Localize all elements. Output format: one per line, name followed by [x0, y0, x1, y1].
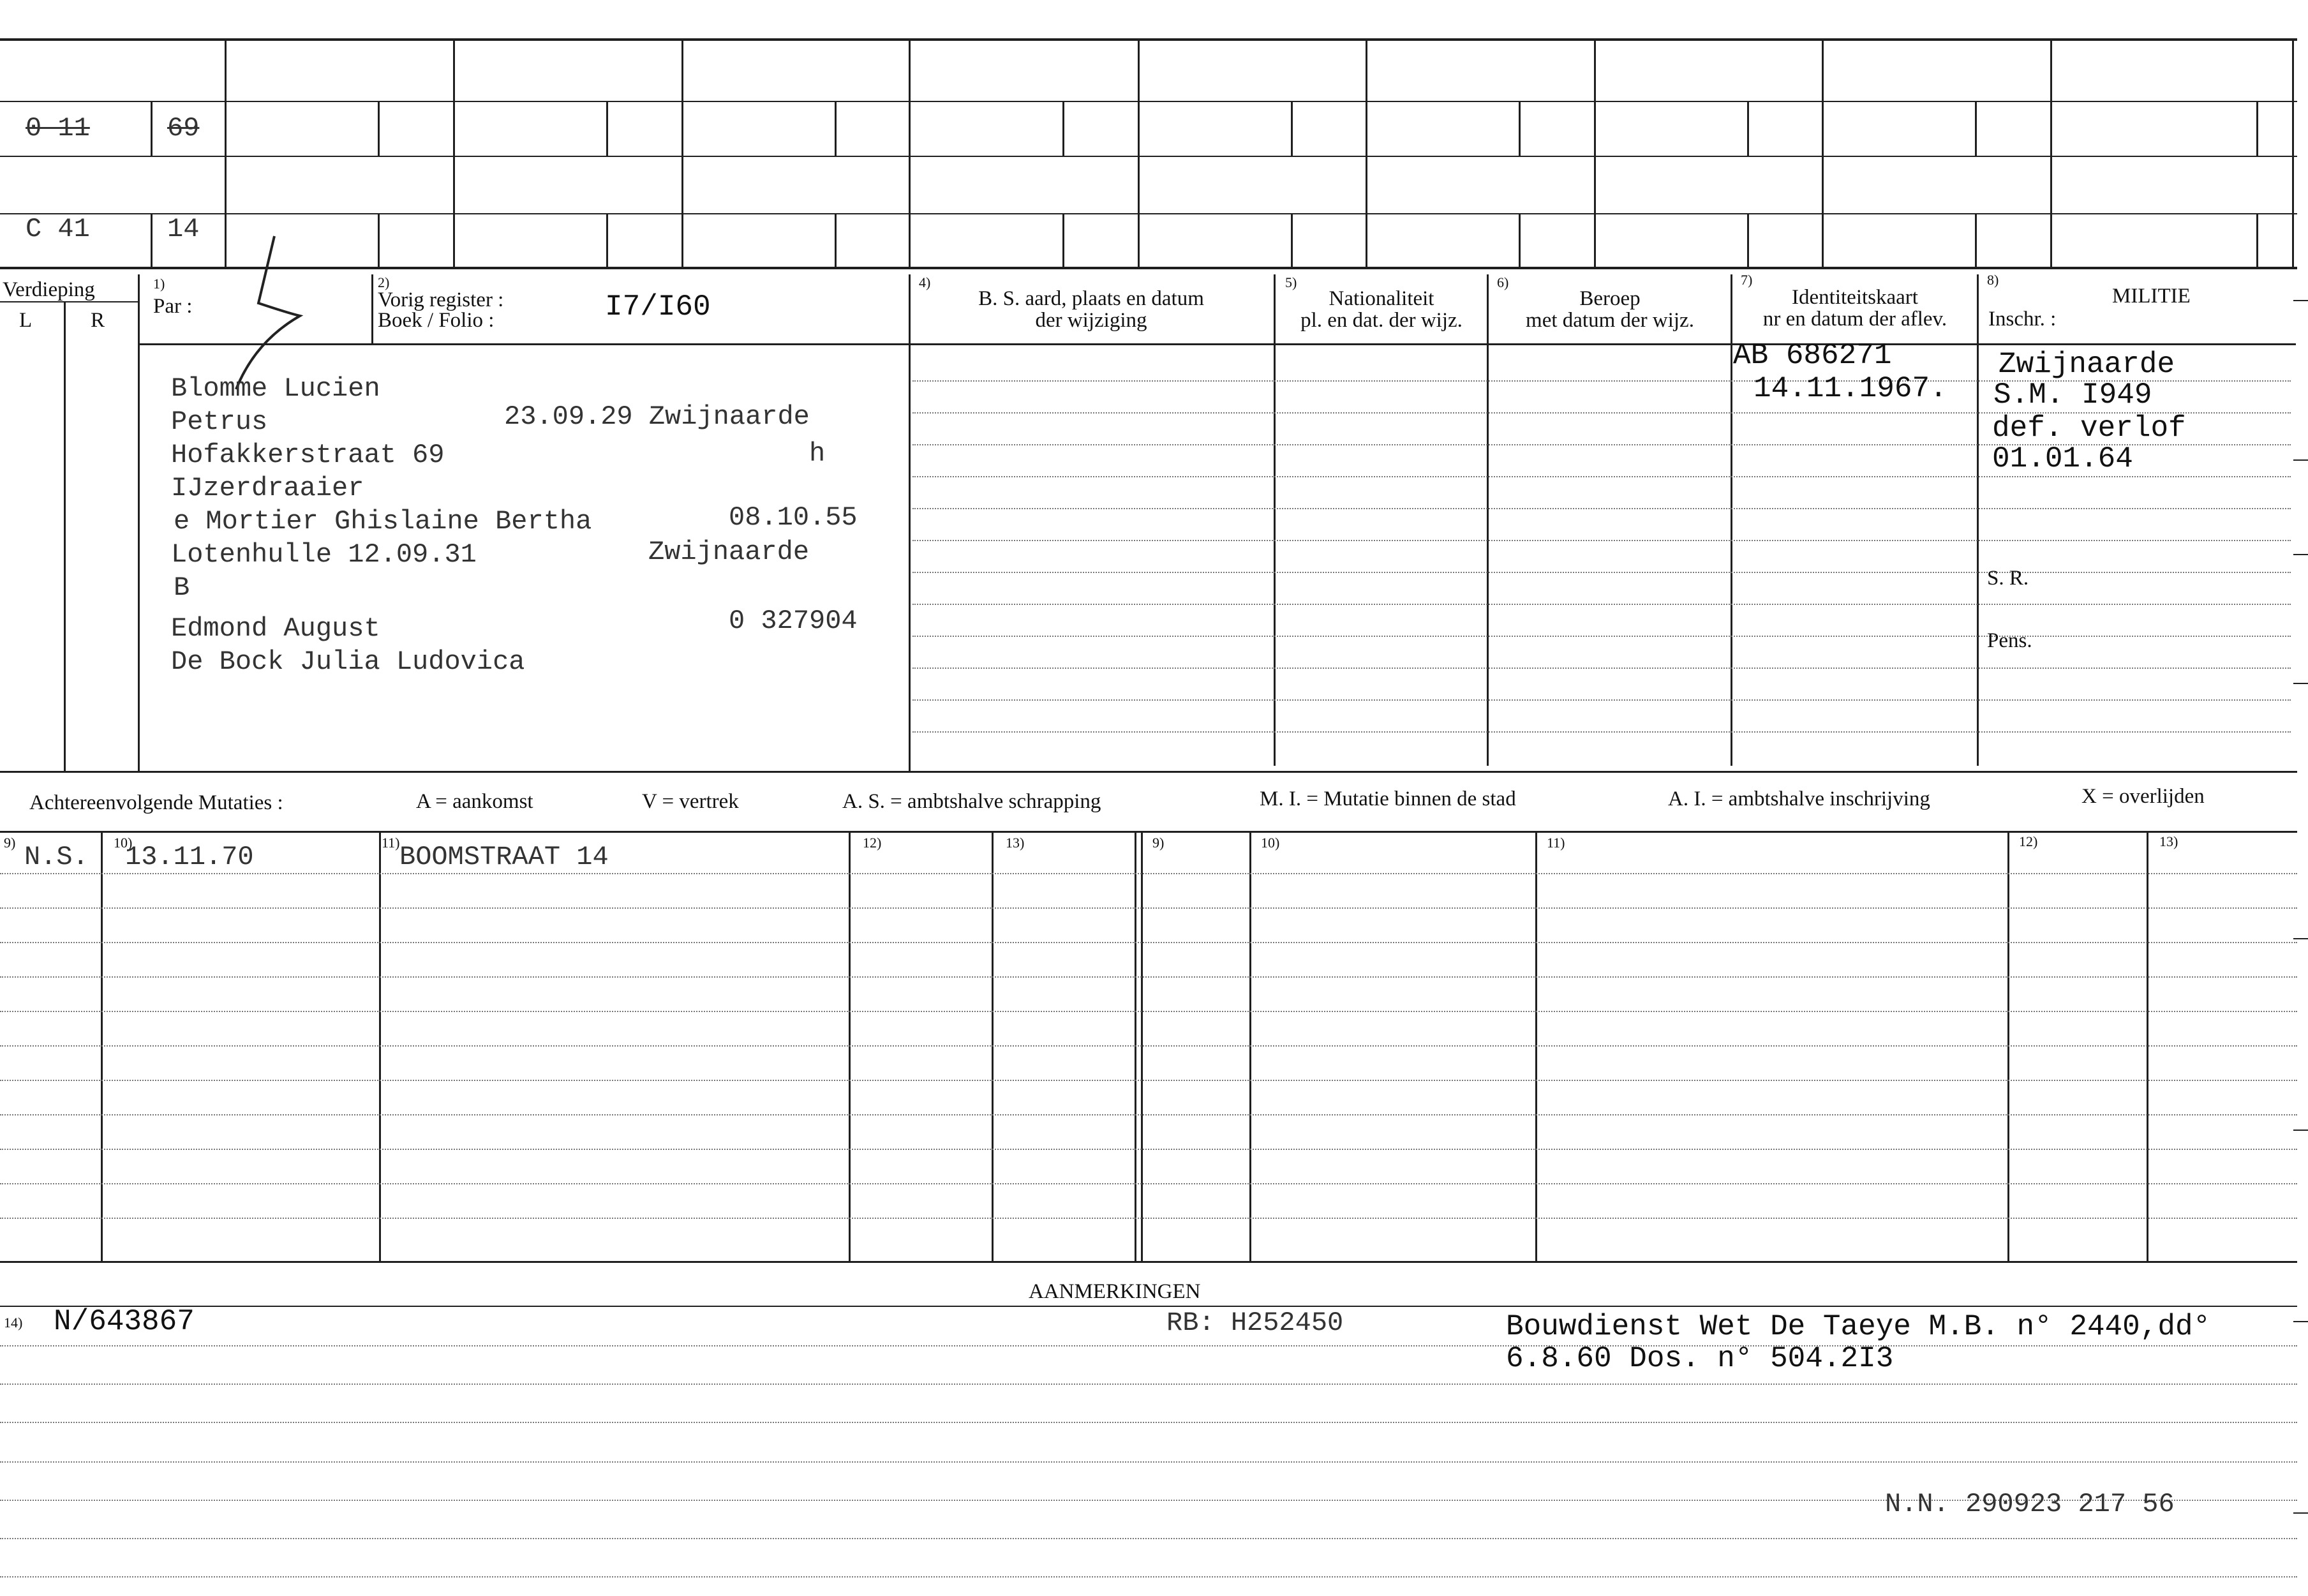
verdieping-label: Verdieping [3, 278, 95, 301]
mut-col-11: 11) [382, 835, 400, 851]
nationaliteit-header-line2: pl. en dat. der wijz. [1300, 309, 1463, 332]
spouse-date: 08.10.55 [729, 502, 858, 533]
legend-overlijden: X = overlijden [2081, 785, 2205, 808]
inschr-label: Inschr. : [1988, 308, 2057, 331]
col-num-5: 5) [1285, 274, 1297, 290]
mutation-date: 13.11.70 [125, 842, 254, 872]
mut-col-9b: 9) [1152, 835, 1165, 851]
vorig-register-value: I7/I60 [605, 290, 711, 324]
col-num-2: 2) [378, 274, 390, 290]
rule [0, 101, 2297, 102]
remarks-nn-number: N.N. 290923 217 56 [1885, 1489, 2175, 1519]
id-card-date: 14.11.1967. [1753, 372, 1947, 405]
rule [0, 156, 2297, 157]
col-num-6: 6) [1497, 274, 1509, 290]
mut-col-9: 9) [4, 835, 16, 851]
house-number: 14 [167, 214, 200, 244]
col-num-7: 7) [1741, 272, 1753, 288]
mutation-code: N.S. [24, 842, 89, 872]
remarks-bouwdienst-line2: 6.8.60 Dos. n° 504.2I3 [1506, 1342, 1894, 1375]
mut-col-13b: 13) [2159, 833, 2178, 849]
col-num-8: 8) [1987, 272, 1999, 288]
spouse-place: Zwijnaarde [648, 537, 810, 567]
spouse-name: e Mortier Ghislaine Bertha [174, 506, 592, 537]
remarks-rb: RB: H252450 [1166, 1308, 1344, 1338]
identiteitskaart-header-line2: nr en datum der aflev. [1762, 308, 1947, 331]
person-code-b: B [174, 572, 190, 603]
floor-right-label: R [91, 309, 105, 332]
mutations-title: Achtereenvolgende Mutaties : [29, 791, 283, 814]
legend-mutatie: M. I. = Mutatie binnen de stad [1260, 787, 1516, 810]
militie-year: S.M. I949 [1993, 378, 2152, 412]
beroep-header-line1: Beroep [1579, 287, 1641, 310]
floor-left-label: L [19, 309, 33, 332]
militie-place: Zwijnaarde [1999, 348, 2175, 381]
father-name: Edmond August [171, 613, 380, 644]
mut-col-12: 12) [863, 835, 882, 851]
address-code: C 41 [26, 214, 90, 244]
mutation-address: BOOMSTRAAT 14 [399, 842, 609, 872]
militie-header: MILITIE [2112, 285, 2191, 308]
person-profession: IJzerdraaier [171, 473, 364, 503]
rule [0, 213, 2297, 214]
legend-aankomst: A = aankomst [416, 790, 533, 813]
mut-col-12b: 12) [2019, 833, 2038, 849]
pens-label: Pens. [1987, 629, 2032, 652]
id-card-number: AB 686271 [1733, 339, 1892, 372]
remarks-bouwdienst-line1: Bouwdienst Wet De Taeye M.B. n° 2440,dd° [1506, 1310, 2211, 1343]
nationaliteit-header-line1: Nationaliteit [1329, 287, 1434, 310]
remarks-n-number: N/643867 [54, 1305, 195, 1338]
bs-header-line1: B. S. aard, plaats en datum [978, 287, 1204, 310]
militie-date: 01.01.64 [1992, 442, 2133, 475]
mother-name: De Bock Julia Ludovica [171, 646, 525, 677]
person-address: Hofakkerstraat 69 [171, 440, 445, 470]
mut-col-10b: 10) [1261, 835, 1280, 851]
remarks-title: AANMERKINGEN [1029, 1280, 1201, 1303]
remarks-num: 14) [4, 1315, 23, 1331]
mut-col-13: 13) [1006, 835, 1025, 851]
identiteitskaart-header-line1: Identiteitskaart [1792, 286, 1918, 309]
boek-folio-label: Boek / Folio : [378, 309, 495, 332]
col-num-1: 1) [153, 276, 165, 292]
mut-col-11b: 11) [1547, 835, 1565, 851]
person-birth: 23.09.29 Zwijnaarde [504, 401, 810, 432]
spouse-birth: Lotenhulle 12.09.31 [171, 539, 477, 570]
old-address-code: 0 11 [26, 113, 90, 144]
beroep-header-line2: met datum der wijz. [1526, 309, 1694, 332]
rule [0, 38, 2297, 41]
legend-inschrijving: A. I. = ambtshalve inschrijving [1668, 787, 1930, 810]
person-marker: h [809, 438, 826, 469]
bs-header-line2: der wijziging [1035, 309, 1147, 332]
father-number: 0 327904 [729, 606, 858, 636]
vorig-register-label: Vorig register : [378, 288, 504, 311]
col-num-4: 4) [919, 274, 931, 290]
mut-col-10: 10) [114, 835, 133, 851]
person-name: Blomme Lucien [171, 373, 380, 404]
militie-status: def. verlof [1992, 412, 2186, 445]
sr-label: S. R. [1987, 567, 2029, 590]
legend-schrapping: A. S. = ambtshalve schrapping [842, 790, 1101, 813]
par-label: Par : [153, 295, 193, 318]
legend-vertrek: V = vertrek [642, 790, 739, 813]
person-given-name: Petrus [171, 406, 268, 437]
old-house-number: 69 [167, 113, 200, 144]
